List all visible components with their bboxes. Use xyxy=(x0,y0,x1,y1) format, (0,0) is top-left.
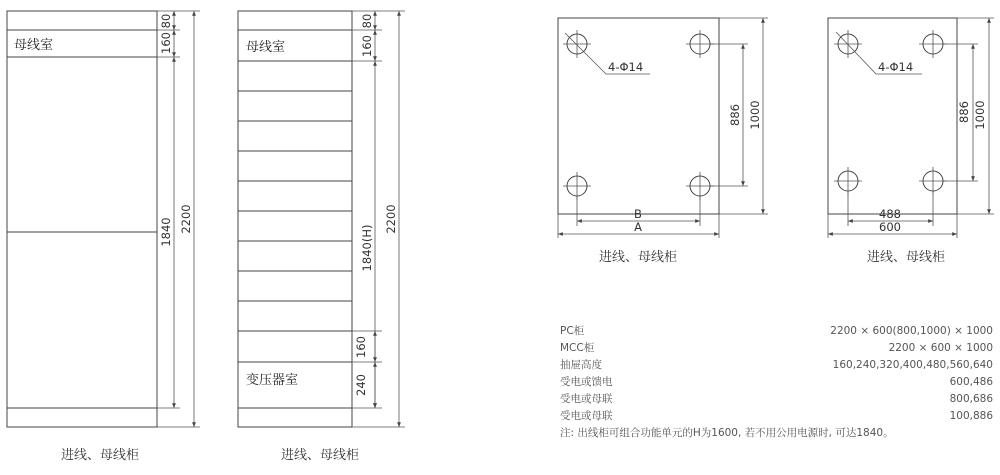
busbar-room-label: 母线室 xyxy=(14,38,54,53)
mounting-hole-icon xyxy=(919,30,947,58)
dim-160: 160 xyxy=(360,35,374,57)
dim-1000: 1000 xyxy=(973,100,987,130)
spec-note: 注: 出线柜可组合功能单元的H为1600, 若不用公用电源时, 可达1840。 xyxy=(560,427,894,439)
dim-488: 488 xyxy=(879,207,901,221)
dim-80: 80 xyxy=(360,13,374,29)
dim-160-drawer: 160 xyxy=(354,336,368,358)
spec-value: 2200 × 600 × 1000 xyxy=(888,342,993,354)
spec-label: 受电或母联 xyxy=(560,393,613,405)
dim-2200: 2200 xyxy=(179,204,193,234)
mounting-hole-icon xyxy=(834,167,862,195)
mounting-hole-icon xyxy=(686,30,714,58)
dim-1000: 1000 xyxy=(748,100,762,130)
dim-886: 886 xyxy=(728,104,742,126)
base-plan-2 xyxy=(828,18,994,265)
caption: 进线、母线柜 xyxy=(280,448,360,463)
cabinet-elevation-1 xyxy=(7,11,200,463)
dim-1840: 1840 xyxy=(159,217,173,247)
hole-spec-label: 4-Φ14 xyxy=(878,60,914,74)
dim-2200: 2200 xyxy=(384,204,398,234)
dim-1840h: 1840(H) xyxy=(360,224,374,272)
spec-value: 2200 × 600(800,1000) × 1000 xyxy=(830,325,993,337)
caption: 进线、母线柜 xyxy=(598,250,678,265)
spec-label: 受电或母联 xyxy=(560,410,613,422)
dim-600: 600 xyxy=(879,220,901,234)
spec-value: 600,486 xyxy=(949,376,993,388)
dim-886: 886 xyxy=(957,101,971,123)
base-plan-1 xyxy=(558,18,768,265)
transformer-room-label: 变压器室 xyxy=(246,373,299,388)
hole-spec-label: 4-Φ14 xyxy=(608,60,644,74)
busbar-room-label: 母线室 xyxy=(246,40,286,55)
caption: 进线、母线柜 xyxy=(60,448,140,463)
spec-value: 800,686 xyxy=(949,393,993,405)
dim-B: B xyxy=(634,207,642,221)
spec-value: 100,886 xyxy=(949,410,993,422)
mounting-hole-icon xyxy=(686,172,714,200)
dim-160: 160 xyxy=(159,32,173,54)
caption: 进线、母线柜 xyxy=(866,250,946,265)
spec-label: MCC柜 xyxy=(560,342,595,354)
dim-240: 240 xyxy=(354,374,368,396)
mounting-hole-icon xyxy=(563,172,591,200)
spec-label: PC柜 xyxy=(560,325,585,337)
spec-value: 160,240,320,400,480,560,640 xyxy=(832,359,993,371)
dim-A: A xyxy=(634,220,642,234)
dim-80: 80 xyxy=(159,13,173,29)
mounting-hole-icon xyxy=(919,167,947,195)
mounting-hole-icon xyxy=(563,30,591,58)
spec-table xyxy=(560,324,993,439)
spec-label: 抽屉高度 xyxy=(560,359,602,371)
spec-label: 受电或馈电 xyxy=(560,376,613,388)
cabinet-elevation-2 xyxy=(238,11,405,463)
